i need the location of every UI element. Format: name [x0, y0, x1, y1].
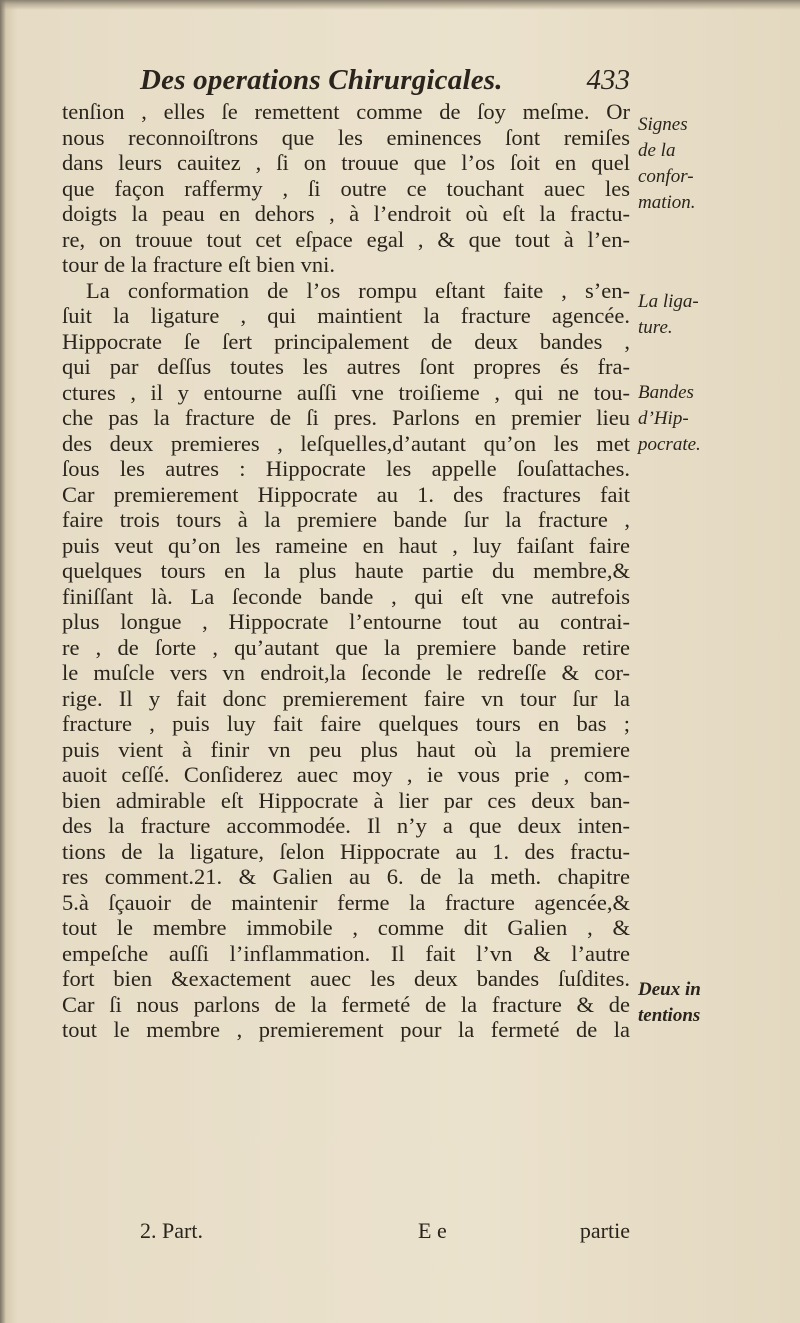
text-line: puis veut qu’on les rameine en haut , luy faiſant faire	[62, 532, 630, 558]
text-line: puis vient à finir vn peu plus haut où la premiere	[62, 736, 630, 762]
text-line: dans leurs cauitez , ſi on trouue que l’os ſoit en quel	[62, 150, 630, 175]
page-header	[140, 64, 630, 104]
text-line: qui par deſſus toutes les autres ſont propres és fra-	[62, 354, 630, 379]
page-number: 433	[586, 64, 630, 96]
text-line: ctures , il y entourne auſſi vne troiſieme , qui ne tou-	[62, 379, 630, 405]
text-line: le muſcle vers vn endroit,la ſeconde le redreſſe & cor-	[62, 660, 630, 685]
text-line: tions de la ligature, ſelon Hippocrate au 1. des fractu-	[62, 838, 630, 864]
text-line: tout le membre immobile , comme dit Galien , &	[62, 915, 630, 940]
text-line: bien admirable eſt Hippocrate à lier par ces deux ban-	[62, 787, 630, 813]
text-line: auoit ceſſé. Conſiderez auec moy , ie vous prie , com-	[62, 762, 630, 787]
margin-note-intentions	[638, 977, 788, 1029]
text-line: ſous les autres : Hippocrate les appelle ſouſattaches.	[62, 456, 630, 481]
text-line: fort bien &exactement auec les deux bandes ſuſdites.	[62, 966, 630, 991]
catchword: partie	[579, 1218, 630, 1243]
text-line: faire trois tours à la premiere bande ſur la fracture ,	[62, 507, 630, 532]
signature-mark: E e	[418, 1218, 447, 1243]
margin-note-line: ture.	[638, 317, 673, 338]
margin-note-bandes	[638, 380, 788, 458]
text-line: Hippocrate ſe ſert principalement de deux bandes ,	[62, 328, 630, 354]
page-footer	[140, 1218, 630, 1248]
margin-note-line: tentions	[638, 1005, 701, 1026]
running-title: Des operations Chirurgicales.	[140, 64, 503, 96]
margin-note-line: Deux in	[638, 979, 701, 1000]
text-line: tour de la fracture eſt bien vni.	[62, 252, 336, 277]
signature-label: 2. Part.	[140, 1218, 203, 1243]
margin-note-line: mation.	[638, 192, 696, 213]
text-line: empeſche auſſi l’inflammation. Il fait l’vn & l’autre	[62, 940, 630, 966]
body-text	[62, 99, 630, 1043]
text-line: La conformation de l’os rompu eſtant faite , s’en-	[86, 277, 630, 303]
text-line: ſuit la ligature , qui maintient la fracture agencée.	[62, 303, 630, 328]
text-line: res comment.21. & Galien au 6. de la meth. chapitre	[62, 864, 630, 889]
text-line: doigts la peau en dehors , à l’endroit où eſt la fractu-	[62, 201, 630, 226]
margin-notes	[638, 0, 788, 1323]
text-line: tenſion , elles ſe remettent comme de ſoy meſme. Or	[62, 99, 630, 124]
text-line: des deux premieres , leſquelles,d’autant qu’on les met	[62, 430, 630, 456]
text-line: nous reconnoiſtrons que les eminences ſont remiſes	[62, 124, 630, 150]
text-line: des la fracture accommodée. Il n’y a que deux inten-	[62, 813, 630, 838]
text-line: che pas la fracture de ſi pres. Parlons en premier lieu	[62, 405, 630, 430]
margin-note-line: d’Hip-	[638, 408, 689, 429]
text-line: quelques tours en la plus haute partie du membre,&	[62, 558, 630, 583]
text-line: rige. Il y fait donc premierement faire vn tour ſur la	[62, 685, 630, 711]
text-line: finiſſant là. La ſeconde bande , qui eſt vne autrefois	[62, 583, 630, 609]
margin-note-line: de la	[638, 140, 676, 161]
margin-note-line: Signes	[638, 114, 688, 135]
text-line: 5.à ſçauoir de maintenir ferme la fracture agencée,&	[62, 889, 630, 915]
margin-note-line: confor-	[638, 166, 694, 187]
text-line: fracture , puis luy fait faire quelques tours en bas ;	[62, 711, 630, 736]
text-line: re , de ſorte , qu’autant que la premiere bande retire	[62, 634, 630, 660]
text-line: Car premierement Hippocrate au 1. des fractures fait	[62, 481, 630, 507]
text-line: que façon raffermy , ſi outre ce touchant auec les	[62, 175, 630, 201]
margin-note-signes	[638, 112, 788, 216]
margin-note-line: La liga-	[638, 291, 699, 312]
text-line: Car ſi nous parlons de la fermeté de la fracture & de	[62, 991, 630, 1017]
text-line: re, on trouue tout cet eſpace egal , & que tout à l’en-	[62, 226, 630, 252]
margin-note-line: Bandes	[638, 382, 694, 403]
text-line: plus longue , Hippocrate l’entourne tout au contrai-	[62, 609, 630, 634]
page-binding-edge	[0, 0, 6, 1323]
margin-note-line: pocrate.	[638, 434, 701, 455]
margin-note-ligature	[638, 289, 788, 341]
text-line: tout le membre , premierement pour la fermeté de la	[62, 1017, 630, 1042]
